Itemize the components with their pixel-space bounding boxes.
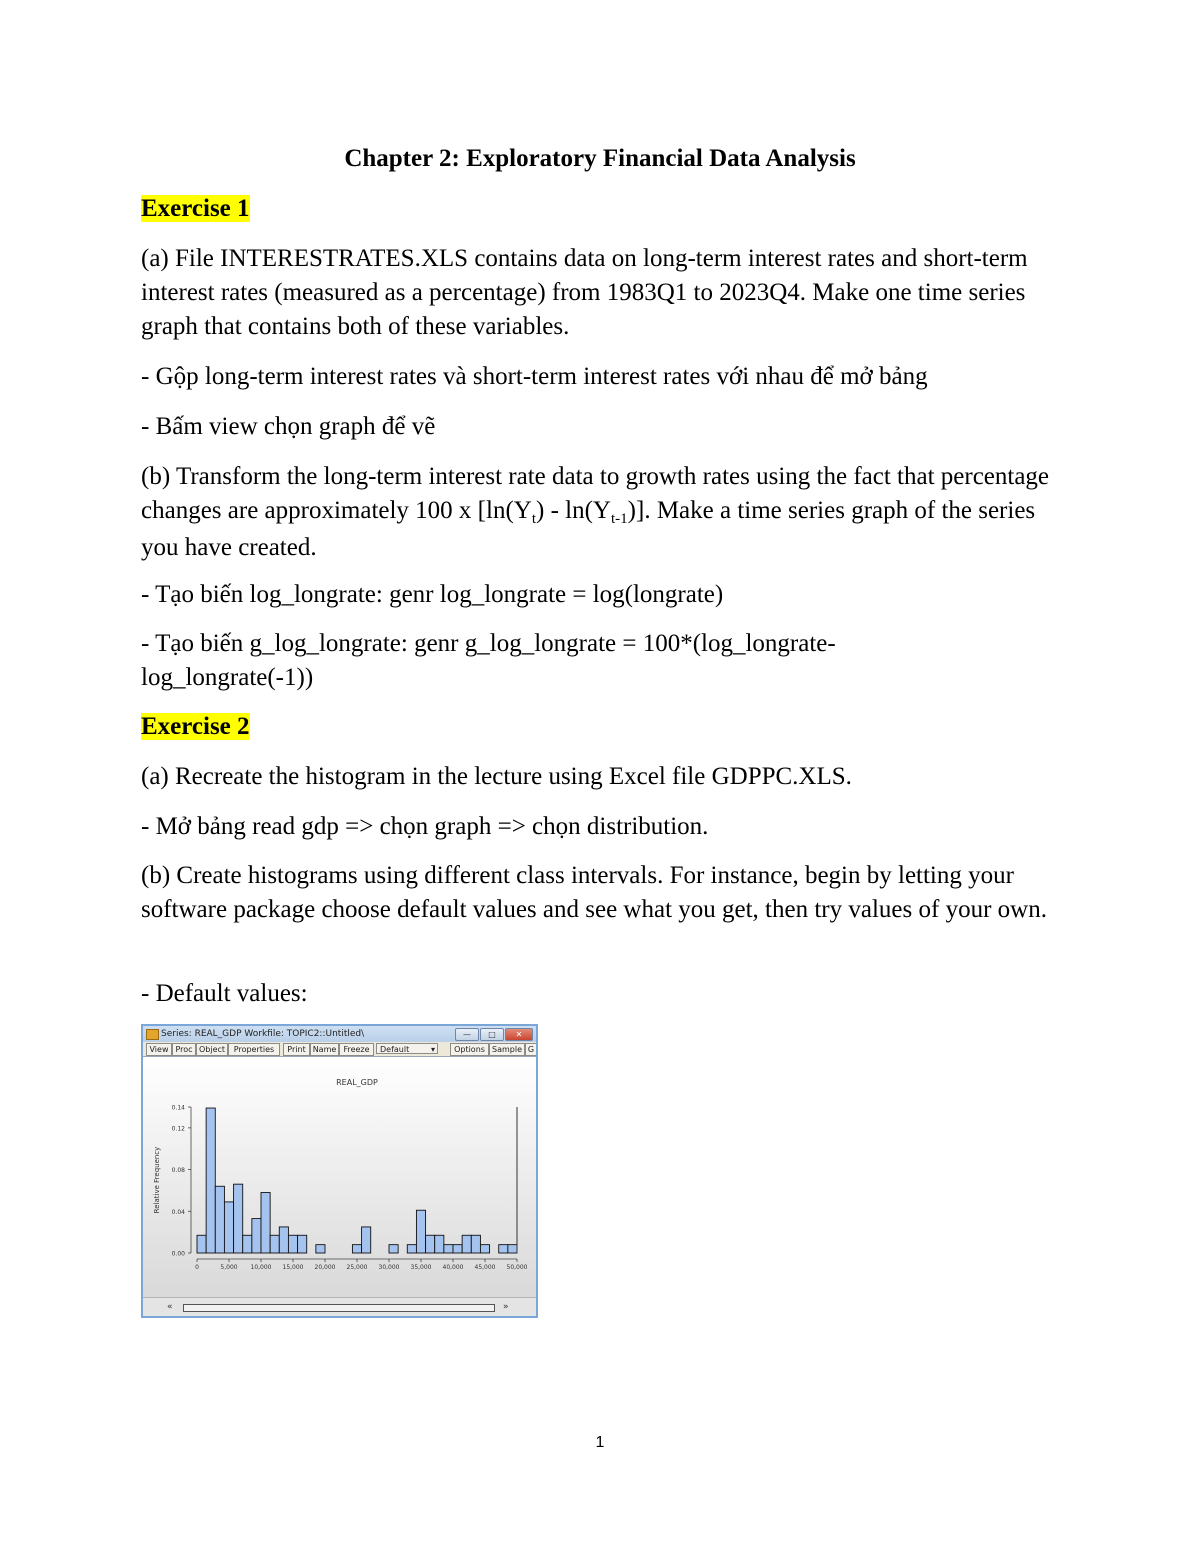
histogram-bar xyxy=(462,1235,471,1253)
histogram-bar xyxy=(206,1108,215,1253)
toolbar-proc-button[interactable]: Proc xyxy=(172,1043,196,1056)
histogram-bar xyxy=(298,1235,307,1253)
chart-title: REAL_GDP xyxy=(336,1078,378,1087)
window-titlebar xyxy=(143,1026,536,1042)
histogram-bar xyxy=(416,1210,425,1253)
toolbar-print-button[interactable]: Print xyxy=(283,1043,310,1056)
window-statusbar xyxy=(143,1297,536,1317)
toolbar-object-button[interactable]: Object xyxy=(196,1043,228,1056)
histogram-bar xyxy=(362,1227,371,1253)
exercise-1b-text-part-2: ) - ln(Y xyxy=(536,497,611,524)
histogram-bar xyxy=(499,1245,508,1253)
histogram-bar xyxy=(453,1245,462,1253)
exercise-2-heading xyxy=(141,710,1061,744)
exercise-2b-step-1: - Default values: xyxy=(141,980,308,1007)
eviews-screenshot xyxy=(141,1024,538,1318)
subscript-t-1: t-1 xyxy=(611,511,628,527)
histogram-bar xyxy=(471,1235,480,1253)
histogram-bar xyxy=(243,1235,252,1253)
y-tick-label: 0.04 xyxy=(171,1208,185,1216)
histogram-bar xyxy=(224,1202,233,1253)
x-tick-label: 50,000 xyxy=(506,1264,528,1271)
toolbar-default-select-value: Default xyxy=(380,1045,410,1054)
x-tick-label: 5,000 xyxy=(220,1264,238,1271)
exercise-1a-text: (a) File INTERESTRATES.XLS contains data on long-term interest rates and short-term interest rates (measured as a percentage) from 1983Q1 to 2023Q4. Make one time series graph that contains both of these variables. xyxy=(141,245,1028,340)
x-tick-label: 35,000 xyxy=(410,1264,432,1271)
close-icon[interactable]: ✕ xyxy=(505,1028,533,1041)
histogram-plot-area xyxy=(143,1057,536,1297)
exercise-1-heading xyxy=(141,192,1061,226)
x-tick-label: 10,000 xyxy=(250,1264,272,1271)
histogram-bar xyxy=(508,1245,517,1253)
toolbar-default-select[interactable] xyxy=(376,1043,438,1054)
exercise-1b-text-part-1: (b) Transform the long-term interest rate data to growth rates using the fact that percentage changes are approximately 100 x [ln(Y xyxy=(141,463,1050,524)
histogram-bar xyxy=(352,1245,361,1253)
exercise-1b-step-2: - Tạo biến g_log_longrate: genr g_log_longrate = 100*(log_longrate-log_longrate(-1)) xyxy=(141,630,836,691)
y-axis-label: Relative Frequency xyxy=(153,1146,161,1214)
toolbar-view-button[interactable]: View xyxy=(146,1043,172,1056)
histogram-chart xyxy=(143,1057,536,1297)
exercise-2b-text: (b) Create histograms using different class intervals. For instance, begin by letting your software package choose default values and see what you get, then try values of your own. xyxy=(141,862,1047,923)
histogram-bar xyxy=(215,1186,224,1253)
histogram-bar xyxy=(261,1193,270,1253)
eviews-app-icon xyxy=(146,1029,159,1040)
histogram-bar xyxy=(252,1219,261,1253)
toolbar-sample-button[interactable]: Sample xyxy=(489,1043,525,1056)
maximize-icon[interactable]: □ xyxy=(480,1028,504,1041)
toolbar-options-button[interactable]: Options xyxy=(450,1043,489,1056)
window-toolbar xyxy=(143,1042,536,1057)
histogram-bar xyxy=(197,1235,206,1253)
histogram-bar xyxy=(435,1235,444,1253)
y-tick-label: 0.00 xyxy=(171,1250,185,1258)
histogram-bar xyxy=(234,1184,243,1253)
minimize-icon[interactable]: — xyxy=(455,1028,479,1041)
histogram-bar xyxy=(316,1245,325,1253)
x-tick-label: 0 xyxy=(195,1264,199,1271)
x-tick-label: 20,000 xyxy=(314,1264,336,1271)
x-tick-label: 15,000 xyxy=(282,1264,304,1271)
exercise-1a-step-2: - Bấm view chọn graph để vẽ xyxy=(141,413,436,440)
exercise-1b-text-part-3: )]. Make a time series graph of the series you have created. xyxy=(141,497,1036,561)
exercise-2-heading-text: Exercise 2 xyxy=(141,713,250,740)
chevron-down-icon: ▾ xyxy=(430,1045,435,1054)
scroll-left-icon[interactable]: « xyxy=(167,1302,173,1312)
histogram-bar xyxy=(288,1235,297,1253)
histogram-bar xyxy=(279,1227,288,1253)
y-tick-label: 0.08 xyxy=(171,1167,185,1175)
x-tick-label: 30,000 xyxy=(378,1264,400,1271)
histogram-bar xyxy=(407,1245,416,1253)
histogram-bar xyxy=(480,1245,489,1253)
exercise-1b-text xyxy=(141,460,1061,565)
x-tick-label: 40,000 xyxy=(442,1264,464,1271)
toolbar-name-button[interactable]: Name xyxy=(310,1043,339,1056)
x-tick-label: 25,000 xyxy=(346,1264,368,1271)
histogram-bar xyxy=(444,1245,453,1253)
scroll-right-icon[interactable]: » xyxy=(503,1302,509,1312)
x-tick-label: 45,000 xyxy=(474,1264,496,1271)
histogram-bar xyxy=(426,1235,435,1253)
horizontal-scrollbar[interactable] xyxy=(183,1304,495,1312)
page-number: 1 xyxy=(595,1434,605,1451)
subscript-t: t xyxy=(531,511,537,527)
toolbar-freeze-button[interactable]: Freeze xyxy=(339,1043,374,1056)
exercise-1-heading-text: Exercise 1 xyxy=(141,195,250,222)
histogram-bar xyxy=(270,1235,279,1253)
histogram-bar xyxy=(389,1245,398,1253)
toolbar-properties-button[interactable]: Properties xyxy=(228,1043,280,1056)
exercise-2a-text: (a) Recreate the histogram in the lecture using Excel file GDPPC.XLS. xyxy=(141,763,852,790)
exercise-1a-step-1: - Gộp long-term interest rates và short-term interest rates với nhau để mở bảng xyxy=(141,363,928,390)
document-title: Chapter 2: Exploratory Financial Data Analysis xyxy=(344,145,856,172)
y-tick-label: 0.14 xyxy=(171,1104,185,1112)
y-tick-label: 0.12 xyxy=(171,1125,185,1133)
window-title: Series: REAL_GDP Workfile: TOPIC2::Untitled\ xyxy=(161,1029,365,1039)
exercise-1b-step-1: - Tạo biến log_longrate: genr log_longrate = log(longrate) xyxy=(141,581,724,608)
exercise-2a-step-1: - Mở bảng read gdp => chọn graph => chọn distribution. xyxy=(141,813,709,840)
toolbar-genr-button[interactable]: G xyxy=(525,1043,537,1056)
